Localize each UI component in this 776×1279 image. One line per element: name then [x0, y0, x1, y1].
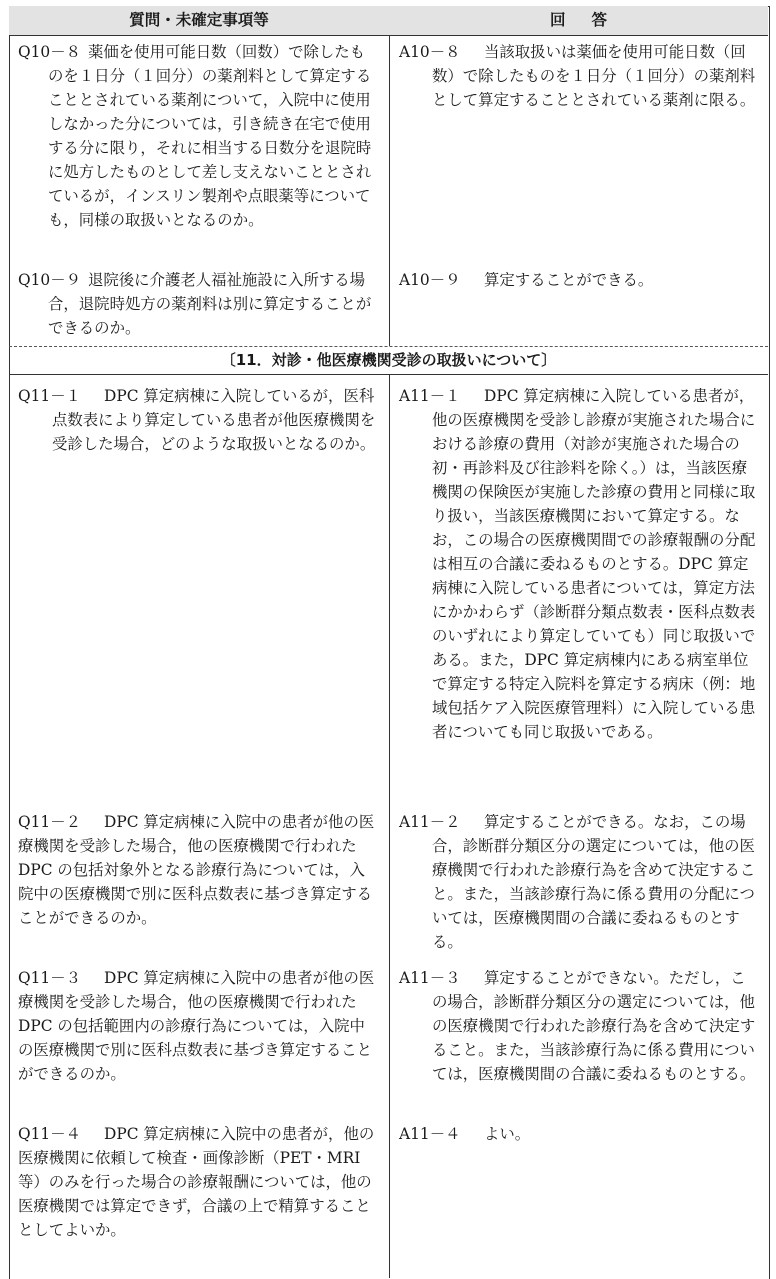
answer-text: よい。	[484, 1125, 531, 1143]
answer-text: DPC 算定病棟に入院している患者が，他の医療機関を受診し診療が実施された場合における診療の費用（対診が実施された場合の初・再診料及び往診料を除く。）は，当該医療機関の保険医が実施した診療の費用と同様に取り扱い，当該医療機関において算定する。なお，この場合の医療機関間での診療報酬の分配は相互の合議に委ねるものとする。DPC 算定病棟に入院している患者については，算定方法にかかわらず（診断群分類点数表・医科点数表のいずれにより算定していても）同じ取扱いである。また，DPC 算定病棟内にある病室単位で算定する特定入院料を算定する病床（例：地域包括ケア入院医療管理料）に入院している患者についても同じ取扱いである。	[432, 387, 756, 741]
question-label: Q11－４	[18, 1125, 81, 1143]
answer-cell	[399, 40, 761, 112]
question-cell	[18, 1122, 380, 1242]
column-divider	[389, 6, 390, 346]
question-text: DPC 算定病棟に入院中の患者が，他の医療機関に依頼して検査・画像診断（PET・MRI 等）のみを行った場合の診療報酬については，他の医療機関では算定できず，合議の上で精算することとしてよいか。	[18, 1125, 375, 1239]
answer-cell	[399, 384, 761, 744]
answer-label: A11－４	[399, 1125, 461, 1143]
question-label: Q11－２	[18, 813, 81, 831]
answer-column-header: 回答	[549, 11, 633, 29]
answer-text: 算定することができる。なお，この場合，診断群分類区分の選定については，他の医療機関で行われた診療行為を含めて決定すること。また，当該診療行為に係る費用の分配については，医療機関間の合議に委ねるものとする。	[432, 813, 756, 951]
answer-cell	[399, 810, 761, 954]
question-label: Q11－３	[18, 969, 81, 987]
question-label: Q10－９	[18, 271, 81, 289]
answer-text: 算定することができる。	[484, 271, 654, 289]
answer-cell	[399, 268, 761, 292]
column-divider	[389, 374, 390, 1278]
table-header	[9, 6, 768, 36]
question-label: Q10－８	[18, 43, 81, 61]
answer-label: A10－８	[399, 43, 461, 61]
question-cell	[18, 810, 380, 930]
answer-label: A10－９	[399, 271, 461, 289]
question-cell	[18, 268, 380, 340]
question-label: Q11－１	[18, 387, 81, 405]
question-text: 薬価を使用可能日数（回数）で除したものを１日分（１回分）の薬剤料として算定することとされている薬剤について，入院中に使用しなかった分については，引き続き在宅で使用する分に限り，それに相当する日数分を退院時に処方したものとして差し支えないこととされているが，インスリン製剤や点眼薬等についても，同様の取扱いとなるのか。	[48, 43, 372, 229]
question-text: DPC 算定病棟に入院しているが，医科点数表により算定している患者が他医療機関を受診した場合，どのような取扱いとなるのか。	[52, 387, 376, 453]
question-cell	[18, 966, 380, 1086]
question-text: 退院後に介護老人福祉施設に入所する場合，退院時処方の薬剤料は別に算定することができるのか。	[48, 271, 372, 337]
question-cell	[18, 40, 380, 232]
answer-text: 当該取扱いは薬価を使用可能日数（回数）で除したものを１日分（１回分）の薬剤料として算定することとされている薬剤に限る。	[432, 43, 756, 109]
answer-label: A11－１	[399, 387, 461, 405]
section-heading: 〔11．対診・他医療機関受診の取扱いについて〕	[9, 346, 768, 375]
question-text: DPC 算定病棟に入院中の患者が他の医療機関を受診した場合，他の医療機関で行われた DPC の包括範囲内の診療行為については，入院中の医療機関で別に医科点数表に基づき算定することができるのか。	[18, 969, 375, 1083]
answer-label: A11－３	[399, 969, 461, 987]
answer-label: A11－２	[399, 813, 461, 831]
question-column-header: 質問・未確定事項等	[129, 11, 269, 29]
answer-cell	[399, 966, 761, 1086]
question-cell	[18, 384, 380, 456]
question-text: DPC 算定病棟に入院中の患者が他の医療機関を受診した場合，他の医療機関で行われた DPC の包括対象外となる診療行為については，入院中の医療機関で別に医科点数表に基づき算定することができるのか。	[18, 813, 375, 927]
answer-text: 算定することができない。ただし，この場合，診断群分類区分の選定については，他の医療機関で行われた診療行為を含めて決定すること。また，当該診療行為に係る費用については，医療機関間の合議に委ねるものとする。	[432, 969, 756, 1083]
answer-cell	[399, 1122, 761, 1146]
